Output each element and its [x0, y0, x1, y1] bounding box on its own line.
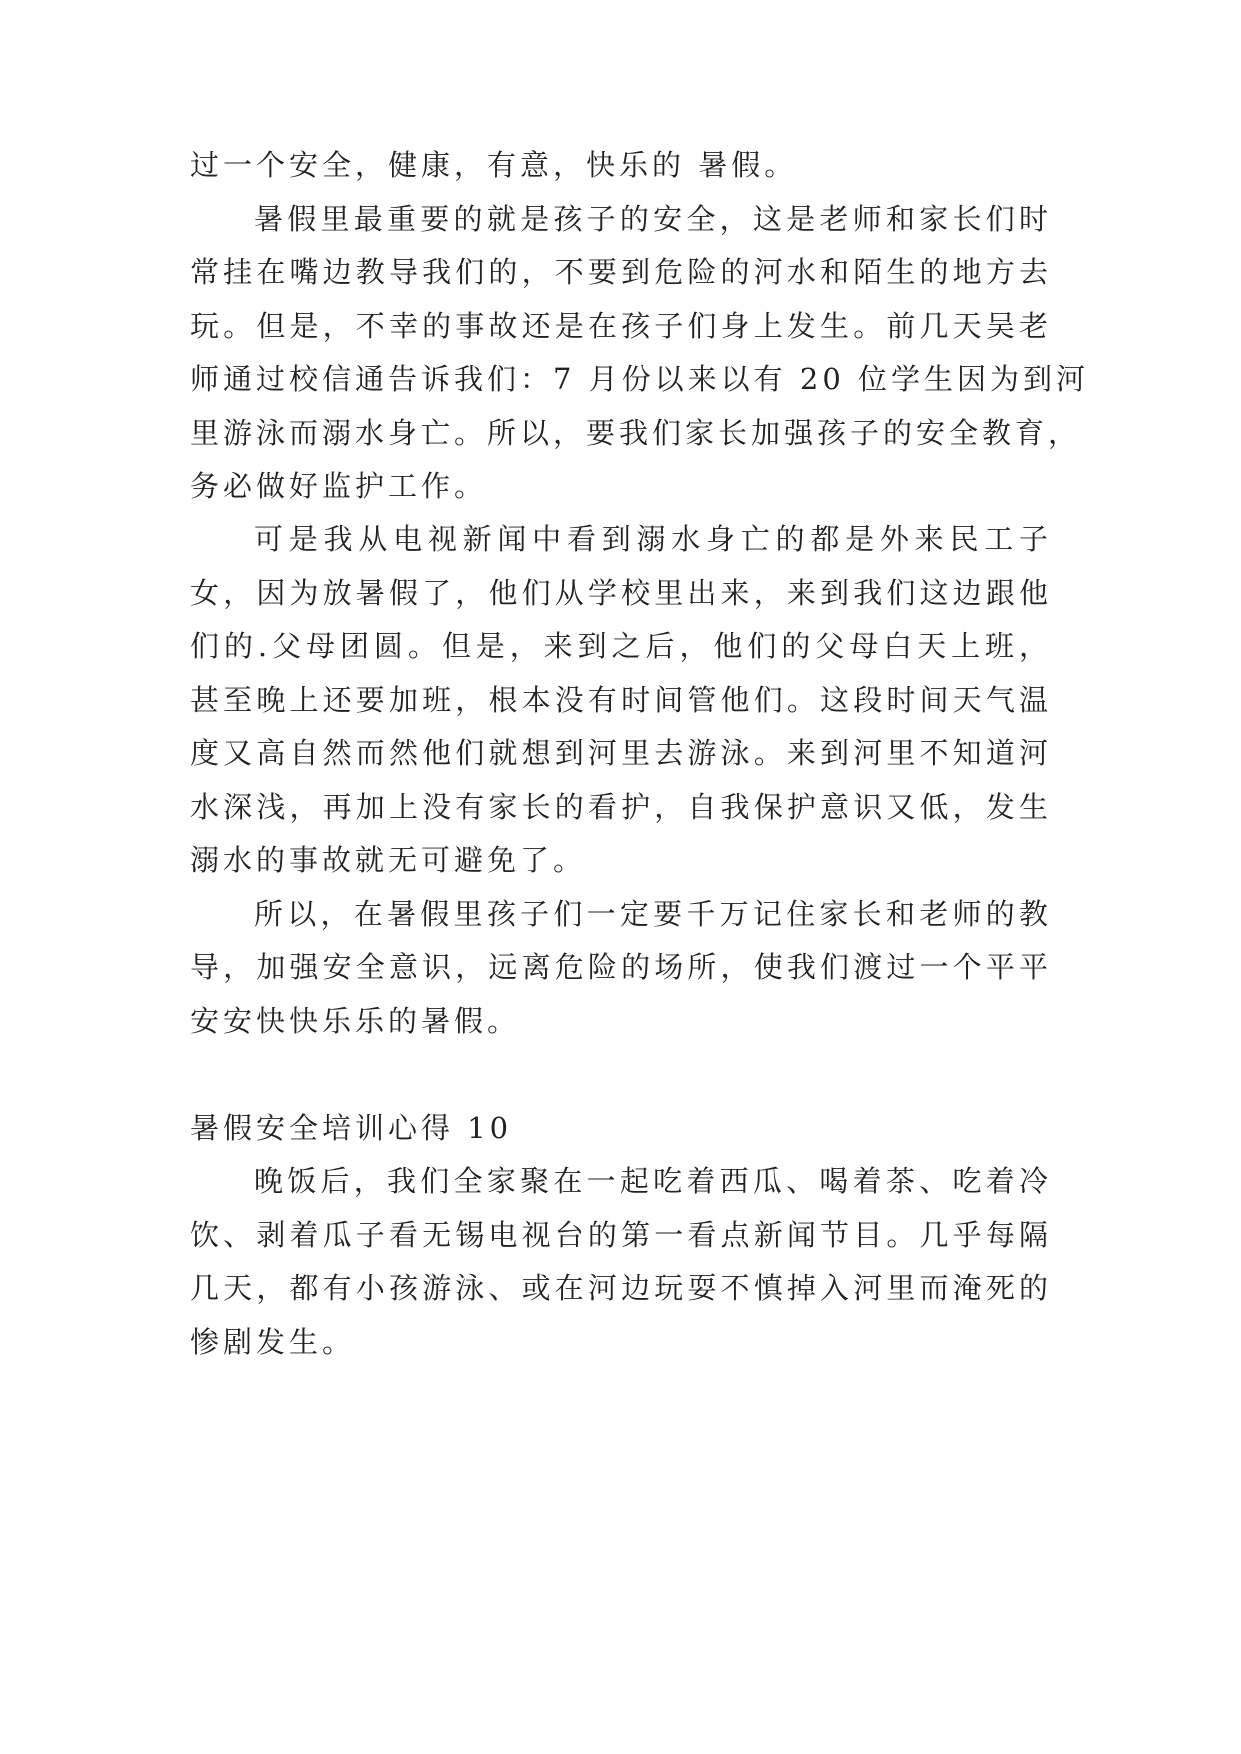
- text-line: 惨剧发生。: [190, 1325, 356, 1359]
- text-line: 暑假里最重要的就是孩子的安全，这是老师和家长们时: [254, 202, 1052, 236]
- text-line: 饮、剥着瓜子看无锡电视台的第一看点新闻节目。几乎每隔: [190, 1218, 1052, 1252]
- text-line: 水深浅，再加上没有家长的看护，自我保护意识又低，发生: [190, 790, 1052, 824]
- text-line: 师通过校信通告诉我们：7 月份以来以有 20 位学生因为到河: [190, 362, 1090, 396]
- text-line: 过一个安全，健康，有意，快乐的 暑假。: [190, 148, 798, 182]
- text-line: 导，加强安全意识，远离危险的场所，使我们渡过一个平平: [190, 950, 1052, 984]
- text-line: 女，因为放暑假了，他们从学校里出来，来到我们这边跟他: [190, 576, 1052, 610]
- section-heading: 暑假安全培训心得 10: [190, 1111, 513, 1145]
- text-line: 几天，都有小孩游泳、或在河边玩耍不慎掉入河里而淹死的: [190, 1271, 1052, 1305]
- text-line: 可是我从电视新闻中看到溺水身亡的都是外来民工子: [254, 522, 1052, 556]
- text-line: 甚至晚上还要加班，根本没有时间管他们。这段时间天气温: [190, 683, 1052, 717]
- text-line: 里游泳而溺水身亡。所以，要我们家长加强孩子的安全教育，: [190, 416, 1082, 450]
- text-line: 溺水的事故就无可避免了。: [190, 843, 587, 877]
- text-line: 晚饭后，我们全家聚在一起吃着西瓜、喝着茶、吃着冷: [254, 1164, 1052, 1198]
- text-line: 玩。但是，不幸的事故还是在孩子们身上发生。前几天吴老: [190, 309, 1052, 343]
- text-line: 务必做好监护工作。: [190, 469, 488, 503]
- text-line: 们的.父母团圆。但是，来到之后，他们的父母白天上班，: [190, 629, 1052, 663]
- text-line: 度又高自然而然他们就想到河里去游泳。来到河里不知道河: [190, 736, 1052, 770]
- text-line: 常挂在嘴边教导我们的，不要到危险的河水和陌生的地方去: [190, 255, 1052, 289]
- text-line: 所以，在暑假里孩子们一定要千万记住家长和老师的教: [254, 897, 1052, 931]
- text-line: 安安快快乐乐的暑假。: [190, 1004, 521, 1038]
